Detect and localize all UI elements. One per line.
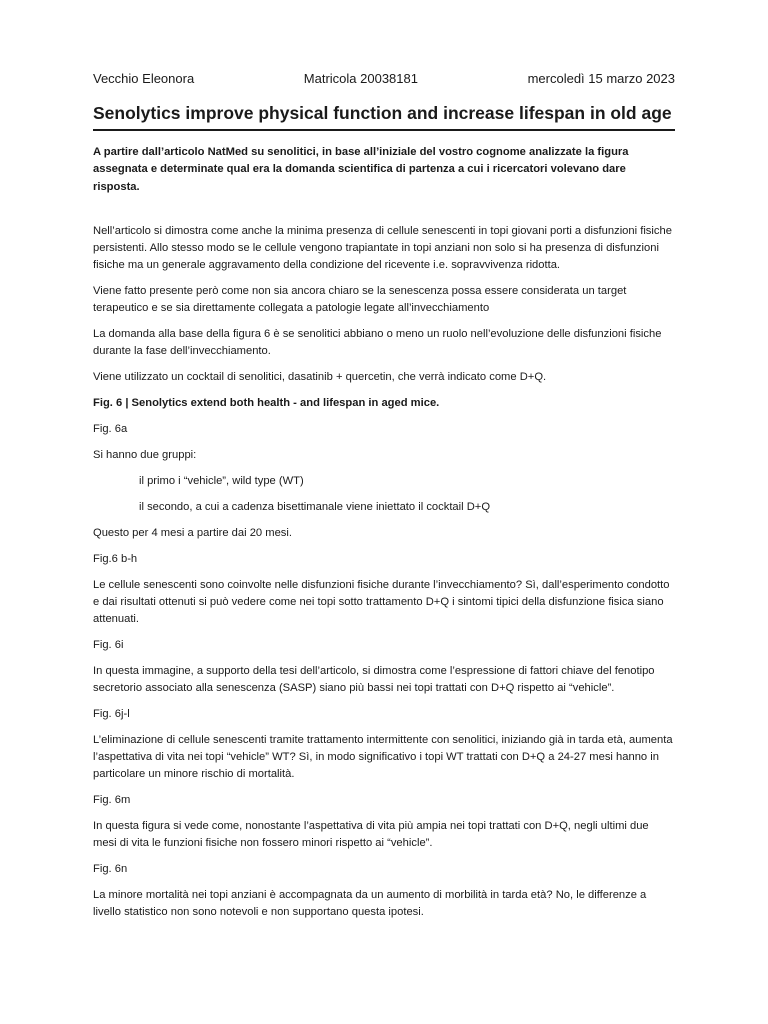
section-heading-6a: Fig. 6a [93, 422, 128, 435]
paragraph-groups: Si hanno due gruppi: [93, 448, 197, 461]
author-name: Vecchio Eleonora [93, 71, 195, 86]
group-item-vehicle: il primo i “vehicle”, wild type (WT) [139, 474, 304, 487]
section-heading-6n: Fig. 6n [93, 862, 128, 875]
section-heading-6m: Fig. 6m [93, 793, 131, 806]
paragraph-duration: Questo per 4 mesi a partire dai 20 mesi. [93, 526, 292, 539]
paragraph-cocktail: Viene utilizzato un cocktail di senolitici, dasatinib + quercetin, che verrà indicato come D+Q. [93, 370, 547, 383]
assignment-question: A partire dall’articolo NatMed su senolitici, in base all’iniziale del vostro cognome analizzate la figura assegnata e determinate qual era la domanda scientifica di partenza a cui i ricercatori volevano dare risposta. [93, 146, 629, 193]
document-date: mercoledì 15 marzo 2023 [527, 71, 675, 86]
figure-caption: Fig. 6 | Senolytics extend both health - and lifespan in aged mice. [93, 396, 440, 409]
paragraph-target: Viene fatto presente però come non sia ancora chiaro se la senescenza possa essere considerata un target terapeutico e se sia direttamente collegata a patologie legate all’invecchiamento [93, 284, 627, 314]
document-body [93, 223, 675, 921]
paragraph-6b-h: Le cellule senescenti sono coinvolte nelle disfunzioni fisiche durante l’invecchiamento? Sì, dall’esperimento condotto e dai risultati ottenuti si può vedere come nei topi sotto trattamento D+Q i sintomi tipici della disfunzione fisica siano attenuati. [93, 578, 670, 625]
section-heading-6i: Fig. 6i [93, 638, 124, 651]
section-heading-6j-l: Fig. 6j-l [93, 707, 130, 720]
paragraph-6i: In questa immagine, a supporto della tesi dell’articolo, si dimostra come l’espressione di fattori chiave del fenotipo secretorio associato alla senescenza (SASP) siano più bassi nei topi trattati con D+Q rispetto ai “vehicle”. [93, 664, 655, 694]
paragraph-6j-l: L’eliminazione di cellule senescenti tramite trattamento intermittente con senolitici, iniziando già in tarda età, aumenta l’aspettativa di vita nei topi “vehicle” WT? Sì, in modo significativo i topi WT trattati con D+Q a 24-27 mesi hanno in particolare un minore rischio di mortalità. [93, 733, 673, 780]
title-divider [93, 129, 675, 131]
document-header [93, 70, 675, 88]
group-item-treated: il secondo, a cui a cadenza bisettimanale viene iniettato il cocktail D+Q [139, 500, 491, 513]
paragraph-intro: Nell’articolo si dimostra come anche la minima presenza di cellule senescenti in topi giovani porti a disfunzioni fisiche persistenti. Allo stesso modo se le cellule vengono trapiantate in topi anziani non solo si ha presenza di disfunzioni fisiche ma un generale aggravamento della condizione del ricevente i.e. sopravvivenza ridotta. [93, 224, 672, 271]
paragraph-question: La domanda alla base della figura 6 è se senolitici abbiano o meno un ruolo nell’evoluzione delle disfunzioni fisiche durante la fase dell’invecchiamento. [93, 327, 662, 357]
paragraph-6n: La minore mortalità nei topi anziani è accompagnata da un aumento di morbilità in tarda età? No, le differenze a livello statistico non sono notevoli e non supportano questa ipotesi. [93, 888, 647, 918]
student-id: Matricola 20038181 [303, 71, 418, 86]
paragraph-6m: In questa figura si vede come, nonostante l’aspettativa di vita più ampia nei topi trattati con D+Q, negli ultimi due mesi di vita le funzioni fisiche non fossero minori rispetto ai “vehicle”. [93, 819, 649, 849]
document-page [93, 70, 675, 930]
document-title: Senolytics improve physical function and increase lifespan in old age [93, 103, 672, 123]
section-heading-6b-h: Fig.6 b-h [93, 552, 138, 565]
